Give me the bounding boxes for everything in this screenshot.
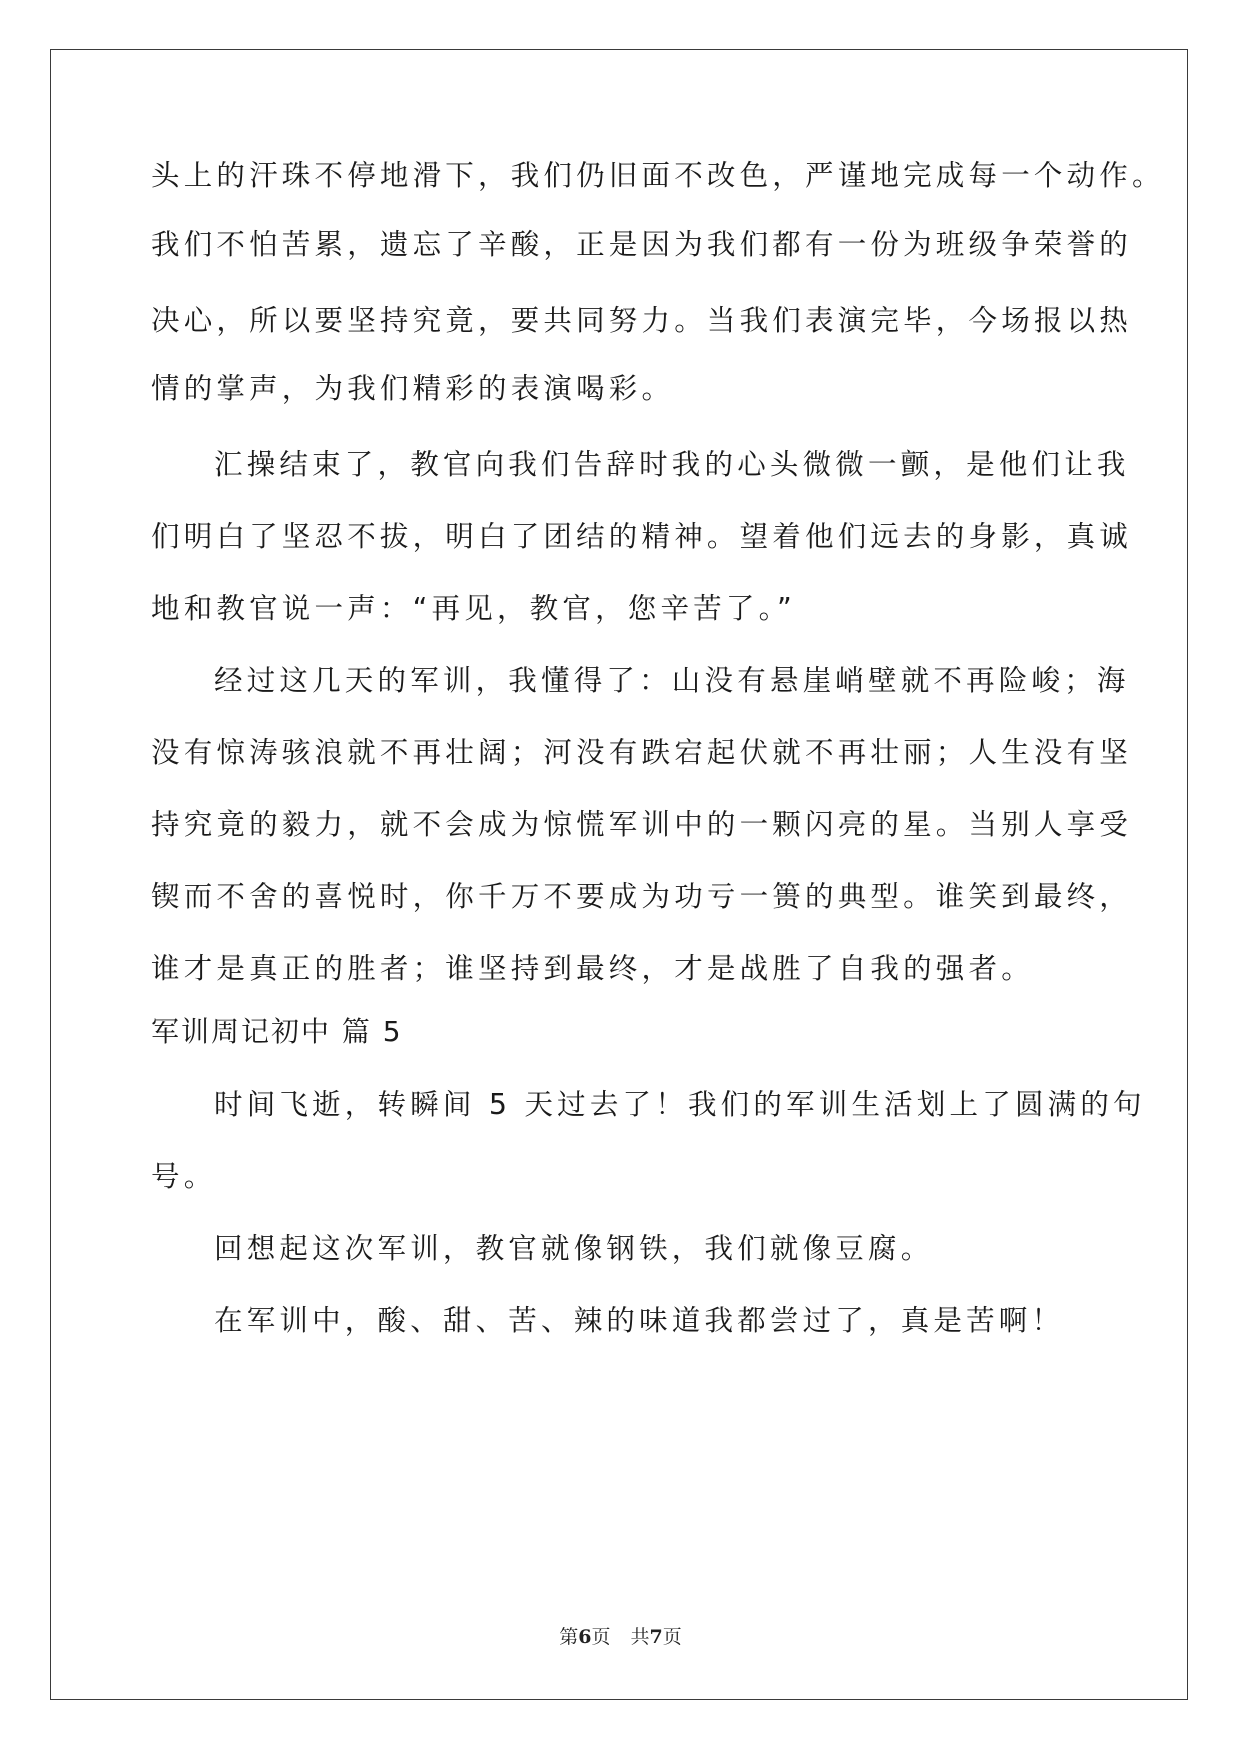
footer-page-prefix: 第 [559,1626,579,1648]
paragraph-line: 回想起这次军训，教官就像钢铁，我们就像豆腐。 [214,1232,934,1265]
paragraph-line: 持究竟的毅力，就不会成为惊慌军训中的一颗闪亮的星。当别人享受 [151,808,1133,841]
paragraph-line: 锲而不舍的喜悦时，你千万不要成为功亏一篑的典型。谁笑到最终， [151,880,1133,913]
footer-page-suffix: 页 [591,1626,611,1648]
page-footer [0,1622,1241,1649]
paragraph-line: 在军训中，酸、甜、苦、辣的味道我都尝过了，真是苦啊！ [214,1304,1065,1337]
paragraph-line: 地和教官说一声：“再见，教官，您辛苦了。” [151,592,796,625]
paragraph-line: 情的掌声，为我们精彩的表演喝彩。 [151,372,675,405]
footer-page-current: 6 [578,1626,592,1648]
paragraph-line: 们明白了坚忍不拔，明白了团结的精神。望着他们远去的身影，真诚 [151,520,1133,553]
page-border [50,49,1188,1700]
paragraph-line: 时间飞逝，转瞬间 5 天过去了！我们的军训生活划上了圆满的句 [214,1088,1146,1121]
paragraph-line: 谁才是真正的胜者；谁坚持到最终，才是战胜了自我的强者。 [151,952,1034,985]
footer-total-suffix: 页 [662,1626,682,1648]
paragraph-line: 没有惊涛骇浪就不再壮阔；河没有跌宕起伏就不再壮丽；人生没有坚 [151,736,1133,769]
paragraph-line: 我们不怕苦累，遗忘了辛酸，正是因为我们都有一份为班级争荣誉的 [151,228,1133,261]
footer-total-prefix: 共 [630,1626,650,1648]
paragraph-line: 头上的汗珠不停地滑下，我们仍旧面不改色，严谨地完成每一个动作。 [151,159,1165,192]
paragraph-line: 经过这几天的军训，我懂得了：山没有悬崖峭壁就不再险峻；海 [214,664,1130,697]
footer-page-total: 7 [649,1626,663,1648]
paragraph-line: 汇操结束了，教官向我们告辞时我的心头微微一颤，是他们让我 [214,448,1130,481]
paragraph-line: 决心，所以要坚持究竟，要共同努力。当我们表演完毕，今场报以热 [151,304,1133,337]
paragraph-line: 号。 [151,1160,217,1193]
section-heading: 军训周记初中 篇 5 [151,1015,403,1048]
